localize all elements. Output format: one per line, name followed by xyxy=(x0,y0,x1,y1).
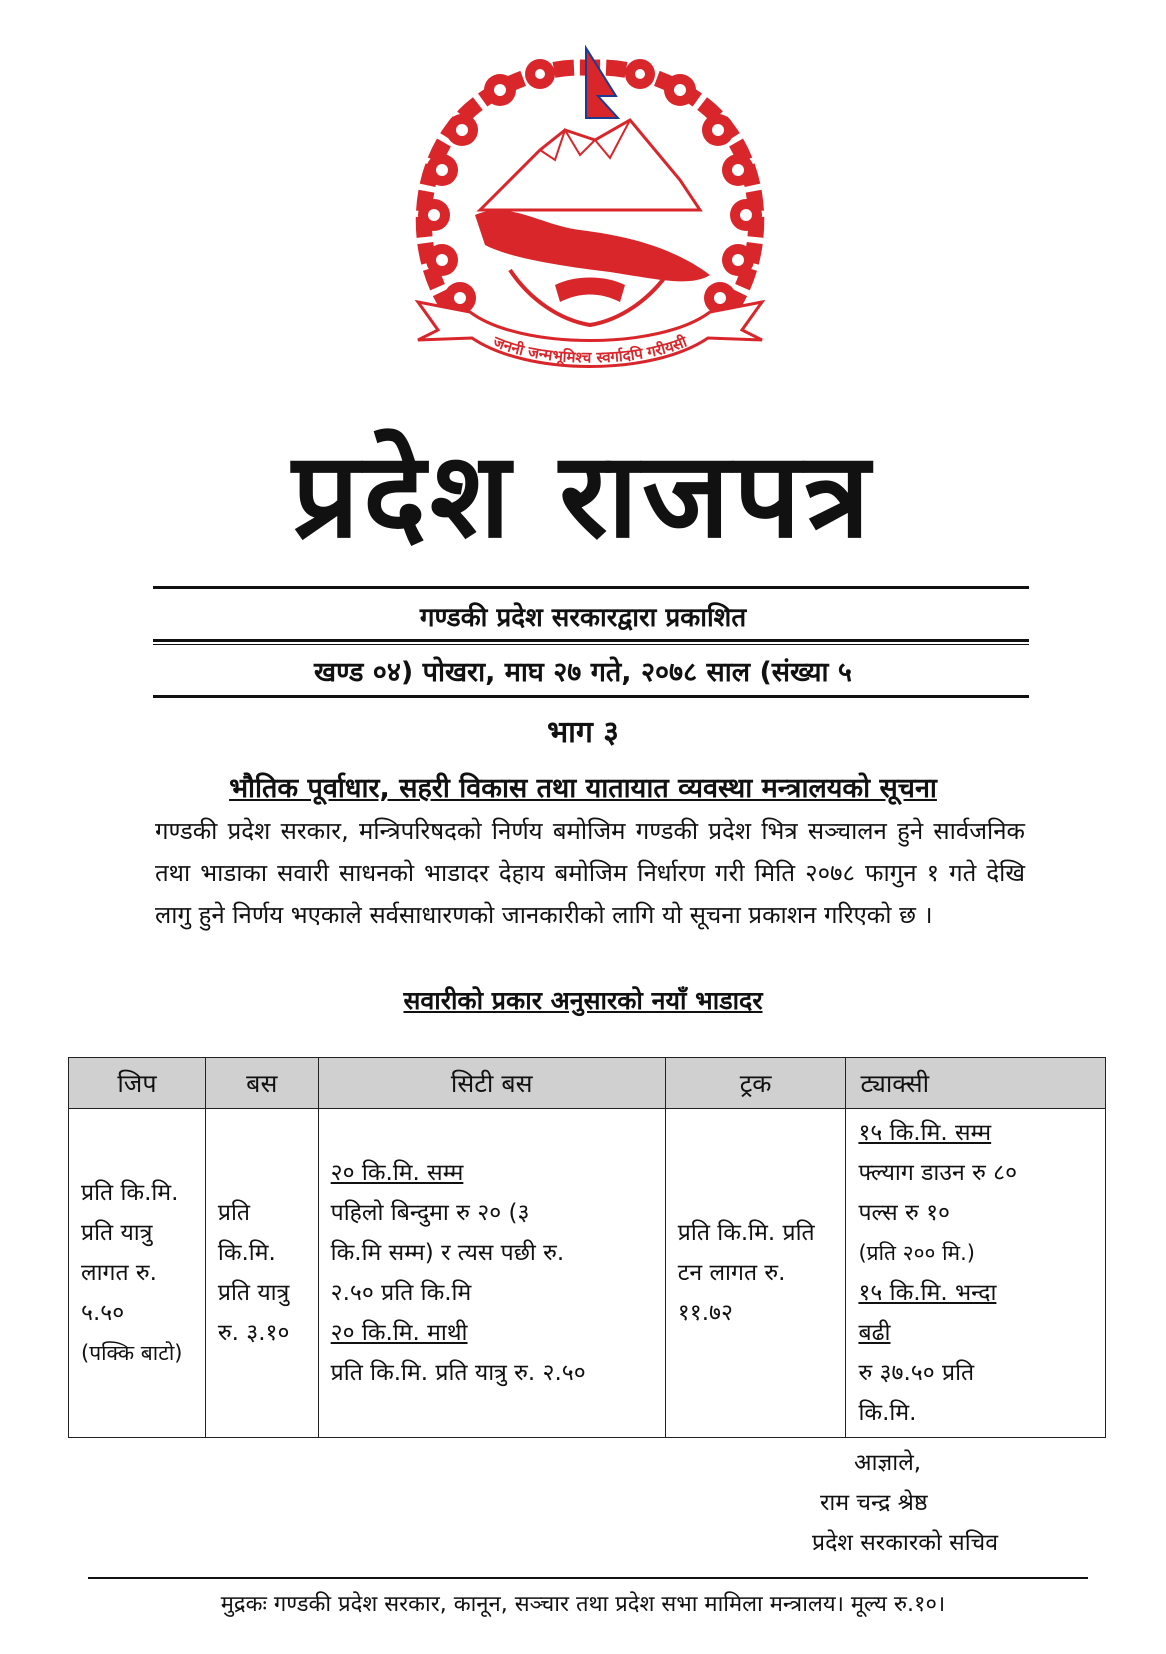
taxi-line: १५ कि.मि. भन्दा xyxy=(858,1280,997,1306)
coat-of-arms-emblem xyxy=(390,40,790,400)
header-bus: बस xyxy=(205,1058,318,1109)
divider-rule xyxy=(153,639,1029,642)
city-bus-line: २० कि.मि. माथी xyxy=(330,1320,468,1346)
taxi-line: पल्स रु १० xyxy=(858,1200,951,1226)
notice-body: गण्डकी प्रदेश सरकार, मन्त्रिपरिषदको निर्णय बमोजिम गण्डकी प्रदेश भित्र सञ्चालन हुने सार्वजनिक तथा भाडाका सवारी साधनको भाडादर देहाय बमोजिम निर्धारण गरी मिति २०७८ फागुन १ गते देखि लागु हुने निर्णय भएकाले सर्वसाधारणको जानकारीको लागि यो सूचना प्रकाशन गरिएको छ । xyxy=(155,817,1025,929)
jeep-line: लागत रु. xyxy=(81,1260,157,1286)
by-order-text: आज्ञाले, xyxy=(854,1450,922,1476)
truck-line: टन लागत रु. xyxy=(677,1260,786,1286)
truck-line: ११.७२ xyxy=(677,1300,733,1326)
taxi-line: फ्ल्याग डाउन रु ८० xyxy=(858,1160,1018,1186)
city-bus-line: प्रति कि.मि. प्रति यात्रु रु. २.५० xyxy=(330,1360,586,1386)
table-row xyxy=(69,1109,1106,1438)
city-bus-line: कि.मि सम्म) र त्यस पछी रु. xyxy=(330,1240,565,1266)
footer-divider xyxy=(88,1577,1088,1579)
bus-line: प्रति xyxy=(217,1200,251,1226)
issue-line: खण्ड ०४) पोखरा, माघ २७ गते, २०७८ साल (संख्या ५ xyxy=(314,657,852,688)
nepal-coat-of-arms-icon xyxy=(390,40,790,400)
divider-rule xyxy=(153,586,1029,589)
city-bus-fare-cell xyxy=(318,1109,665,1438)
jeep-line: प्रति यात्रु xyxy=(81,1220,153,1246)
part-heading: भाग ३ xyxy=(547,715,619,750)
taxi-line: (प्रति २०० मि.) xyxy=(858,1241,975,1265)
city-bus-line: २.५० प्रति कि.मि xyxy=(330,1280,472,1306)
notice-title: भौतिक पूर्वाधार, सहरी विकास तथा यातायात व्यवस्था मन्त्रालयको सूचना xyxy=(229,773,937,804)
header-truck: ट्रक xyxy=(665,1058,846,1109)
divider-rule xyxy=(153,695,1029,698)
bus-line: रु. ३.१० xyxy=(217,1320,290,1346)
jeep-line: ५.५० xyxy=(81,1300,125,1326)
signoff-block xyxy=(770,1443,1070,1563)
emblem-motto: जननी जन्मभूमिश्च स्वर्गादपि गरीयसी xyxy=(490,332,690,367)
truck-line: प्रति कि.मि. प्रति xyxy=(677,1220,815,1246)
city-bus-line: पहिलो बिन्दुमा रु २० (३ xyxy=(330,1200,530,1226)
header-jeep: जिप xyxy=(69,1058,206,1109)
publisher-line: गण्डकी प्रदेश सरकारद्वारा प्रकाशित xyxy=(419,603,747,633)
signatory-name: राम चन्द्र श्रेष्ठ xyxy=(820,1490,928,1516)
bus-line: कि.मि. xyxy=(217,1240,276,1266)
signatory-designation: प्रदेश सरकारको सचिव xyxy=(812,1530,999,1556)
taxi-fare-cell xyxy=(846,1109,1106,1438)
city-bus-line: २० कि.मि. सम्म xyxy=(330,1160,464,1186)
jeep-fare-cell xyxy=(69,1109,206,1438)
jeep-line: (पक्कि बाटो) xyxy=(81,1341,183,1365)
header-city-bus: सिटी बस xyxy=(318,1058,665,1109)
fare-heading: सवारीको प्रकार अनुसारको नयाँ भाडादर xyxy=(403,986,763,1015)
table-header-row xyxy=(69,1058,1106,1109)
taxi-line: कि.मि. xyxy=(858,1400,917,1426)
taxi-line: रु ३७.५० प्रति xyxy=(858,1360,975,1386)
bus-fare-cell xyxy=(205,1109,318,1438)
gazette-title: प्रदेश राजपत्र xyxy=(292,425,874,564)
bus-line: प्रति यात्रु xyxy=(217,1280,290,1306)
printer-footer: मुद्रकः गण्डकी प्रदेश सरकार, कानून, सञ्चार तथा प्रदेश सभा मामिला मन्त्रालय। मूल्य रु.१०। xyxy=(220,1592,946,1617)
taxi-line: १५ कि.मि. सम्म xyxy=(858,1120,992,1146)
taxi-line: बढी xyxy=(858,1320,891,1346)
truck-fare-cell xyxy=(665,1109,846,1438)
jeep-line: प्रति कि.मि. xyxy=(81,1180,179,1206)
header-taxi: ट्याक्सी xyxy=(846,1058,1106,1109)
divider-rule xyxy=(153,644,1029,645)
fare-table xyxy=(68,1057,1106,1438)
